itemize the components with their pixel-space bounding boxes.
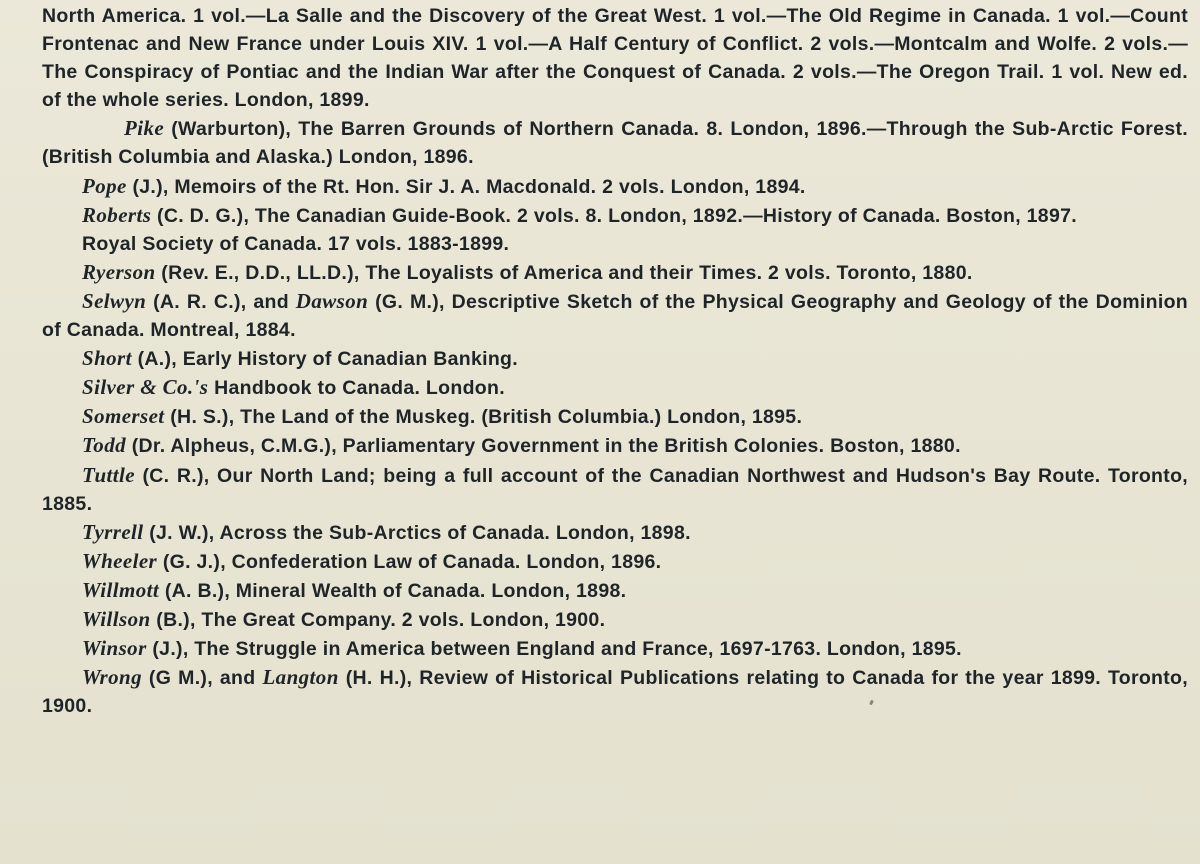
entry-text: (Dr. Alpheus, C.M.G.), Parliamentary Government in the British Colonies. Boston, 1880. — [126, 435, 961, 458]
bibliography-entry-royal-society — [42, 230, 1188, 258]
author-name: Pope — [82, 173, 127, 198]
bibliography-entry-todd — [42, 431, 1188, 460]
entry-text: (Warburton), The Barren Grounds of Northern Canada. 8. London, 1896.—Through the Sub-Arctic Forest. (British Columbia and Alaska.) London, 1896. — [42, 118, 1188, 169]
entry-text-continued: (G. M.), Descriptive Sketch of the Physical Geography and Geology of the Dominion of Canada. Montreal, 1884. — [42, 290, 1188, 342]
bibliography-entry-ryerson — [42, 258, 1188, 287]
entry-text: North America. 1 vol.—La Salle and the Discovery of the Great West. 1 vol.—The Old Regime in Canada. 1 vol.—Count Frontenac and New France under Louis XIV. 1 vol.—A Half Century of Conflict. 2 vols.—Montcalm and Wolfe. 2 vols.—The Conspiracy of Pontiac and the Indian War after the Conquest of Canada. 2 vols.—The Oregon Trail. 1 vol. New ed. of the whole series. London, 1899. — [42, 5, 1188, 112]
author-name: Wheeler — [82, 548, 158, 573]
author-name: Silver & Co.'s — [82, 375, 209, 400]
bibliography-entry-wrong-langton — [42, 663, 1188, 720]
entry-text: (A. R. C.), and — [146, 290, 296, 313]
author-name: Todd — [82, 433, 126, 458]
author-name: Winsor — [82, 636, 147, 661]
bibliography-entry-pope — [42, 172, 1188, 201]
entry-text: (J. W.), Across the Sub-Arctics of Canada. London, 1898. — [143, 521, 691, 544]
author-name: Willmott — [82, 577, 160, 602]
author-name: Roberts — [82, 202, 152, 227]
second-author-name: Dawson — [295, 288, 369, 313]
bibliography-entry-pike — [42, 114, 1188, 171]
entry-text: Royal Society of Canada. 17 vols. 1883-1899. — [82, 232, 510, 255]
bibliography-entry-somerset — [42, 402, 1188, 431]
author-name: Selwyn — [82, 288, 147, 313]
author-name: Short — [82, 346, 132, 371]
bibliography-entry-parkman-continuation — [42, 2, 1188, 114]
bibliography-entry-roberts — [42, 201, 1188, 230]
author-name: Wrong — [82, 665, 142, 690]
entry-text: Handbook to Canada. London. — [208, 377, 505, 400]
entry-text: (J.), The Struggle in America between England and France, 1697-1763. London, 1895. — [146, 638, 962, 661]
entry-text-continued: (H. H.), Review of Historical Publications relating to Canada for the year 1899. Toronto, 1900. — [42, 667, 1188, 718]
entry-text: (A. B.), Mineral Wealth of Canada. London, 1898. — [159, 579, 627, 602]
bibliography-entry-willmott — [42, 576, 1188, 605]
entry-text: (B.), The Great Company. 2 vols. London, 1900. — [150, 608, 606, 631]
bibliography-entry-willson — [42, 605, 1188, 634]
bibliography-entry-selwyn-dawson — [42, 287, 1188, 344]
author-name: Willson — [82, 606, 151, 631]
entry-text: (G M.), and — [141, 667, 263, 690]
entry-text: (H. S.), The Land of the Muskeg. (British Columbia.) London, 1895. — [164, 406, 803, 429]
author-name: Tuttle — [82, 462, 135, 487]
bibliography-entry-silver — [42, 373, 1188, 402]
bibliography-entry-short — [42, 344, 1188, 373]
entry-text: (Rev. E., D.D., LL.D.), The Loyalists of America and their Times. 2 vols. Toronto, 1880. — [155, 261, 973, 284]
bibliography-entry-tuttle — [42, 461, 1188, 518]
author-name: Tyrrell — [82, 519, 144, 544]
bibliography-entry-wheeler — [42, 547, 1188, 576]
author-name: Somerset — [82, 404, 165, 429]
entry-text: (J.), Memoirs of the Rt. Hon. Sir J. A. Macdonald. 2 vols. London, 1894. — [126, 175, 806, 198]
second-author-name: Langton — [262, 665, 339, 690]
bibliography-entry-tyrrell — [42, 518, 1188, 547]
author-name: Pike — [124, 116, 165, 141]
entry-text: (A.), Early History of Canadian Banking. — [131, 348, 518, 371]
entry-text: (C. D. G.), The Canadian Guide-Book. 2 vols. 8. London, 1892.—History of Canada. Boston, 1897. — [151, 204, 1077, 227]
entry-text: (C. R.), Our North Land; being a full account of the Canadian Northwest and Hudson's Bay Route. Toronto, 1885. — [42, 464, 1188, 515]
entry-text: (G. J.), Confederation Law of Canada. London, 1896. — [157, 550, 662, 573]
bibliography-entry-winsor — [42, 634, 1188, 663]
author-name: Ryerson — [82, 259, 156, 284]
